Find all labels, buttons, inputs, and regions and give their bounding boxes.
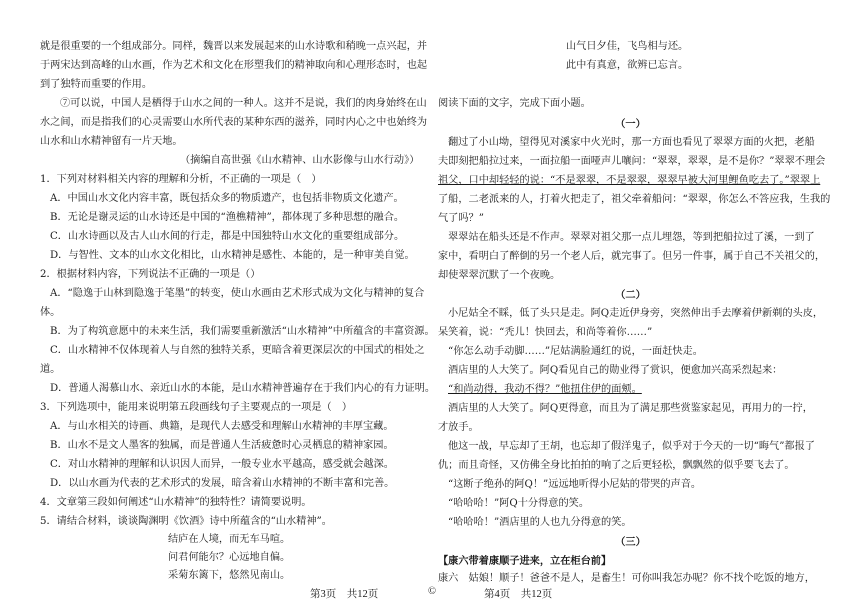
s1p1-line-5: 气了吗？” — [438, 213, 484, 224]
q4-stem: 4．文章第三段如何阐述“山水精神”的独特性？请简要说明。 — [40, 497, 312, 508]
s2-line-10: “这断子绝孙的阿Q！”远远地听得小尼姑的带哭的声音。 — [448, 479, 702, 490]
q1-option-b: B．无论是谢灵运的山水诗还是中国的“渔樵精神”，都体现了多种思想的融合。 — [50, 212, 405, 223]
q2-option-a-cont: 体。 — [40, 307, 61, 318]
intro-line-1: 就是很重要的一个组成部分。同样，魏晋以来发展起来的山水诗歌和稍晚一点兴起，并 — [40, 41, 428, 52]
s1p1-line-2: 夫即刻把船拉过来，一面拉船一面哑声儿嚷问：“翠翠，翠翠，是不是你？”翠翠不理会 — [438, 156, 826, 167]
section3-dialogue-line: 康六 姑娘！顺子！爸爸不是人，是畜生！可你叫我怎办呢？你不找个吃饭的地方， — [438, 573, 815, 584]
s1p2-line-2: 家中，看明白了醉倒的另一个老人后，就完事了。但另一件事，属于自己不关祖父的， — [438, 251, 826, 262]
q1-option-c: C．山水诗画以及古人山水间的行走，都是中国独特山水文化的重要组成部分。 — [50, 231, 405, 242]
s1p1-line-1: 翻过了小山坳，望得见对溪家中火光时，那一方面也看见了翠翠方面的火把，老船 — [448, 137, 815, 148]
intro-line-2: 于两宋达到高峰的山水画，作为艺术和文化在形塑我们的精神取向和心理形态时，也起 — [40, 60, 428, 71]
copyright-mark: © — [428, 586, 436, 597]
q2-option-a: A．“隐逸于山林到隐逸于笔墨”的转变，使山水画由艺术形式成为文化与精神的复合 — [50, 288, 425, 299]
s2-line-2: 呆笑着，说：“秃儿！快回去，和尚等着你……” — [438, 327, 653, 338]
page-number-left: 第3页 共12页 — [310, 589, 379, 600]
para7-line-2: 水之间，而是指我们的心灵需要山水所代表的某种东西的滋养，同时内心之中也始终为 — [40, 117, 428, 128]
s2-line-3: “你怎么动手动脚……”尼姑满脸通红的说，一面赶快走。 — [448, 346, 703, 357]
para7-line-3: 山水和山水精神留有一片天地。 — [40, 136, 183, 147]
reading-instruction: 阅读下面的文字，完成下面小题。 — [438, 98, 591, 109]
s2-line-7: 才放手。 — [438, 422, 479, 433]
poem-end-line-1: 山气日夕佳，飞鸟相与还。 — [566, 41, 689, 52]
para7-line-1: ⑦可以说，中国人是栖得于山水之间的一种人。这并不是说，我们的肉身始终在山 — [60, 98, 427, 109]
s2-line-4: 酒店里的人大笑了。阿Q看见自己的勋业得了赏识，便愈加兴高采烈起来： — [448, 365, 783, 376]
poem-end-line-2: 此中有真意，欲辨已忘言。 — [566, 60, 689, 71]
s1p2-line-3: 却使翠翠沉默了一个夜晚。 — [438, 270, 561, 281]
section-1-title: （一） — [615, 118, 646, 130]
section-3-title: （三） — [615, 536, 646, 548]
q5-stem: 5．请结合材料，谈谈陶渊明《饮酒》诗中所蕴含的“山水精神”。 — [40, 516, 332, 527]
s2-line-5: “和尚动得，我动不得？”他扭住伊的面颊。 — [448, 384, 642, 395]
poem-line-3: 采菊东篱下，悠然见南山。 — [168, 570, 291, 581]
q3-option-c: C．对山水精神的理解和认识因人而异，一般专业水平越高，感受就会越深。 — [50, 459, 394, 470]
q3-option-d: D．以山水画为代表的艺术形式的发展，暗含着山水精神的不断丰富和完善。 — [50, 478, 395, 489]
q2-option-c: C．山水精神不仅体现着人与自然的独特关系，更暗含着更深层次的中国式的相处之 — [50, 345, 425, 356]
section-2-title: （二） — [615, 289, 646, 301]
q1-stem: 1．下列对材料相关内容的理解和分析，不正确的一项是（ ） — [40, 174, 322, 185]
s2-line-11: “哈哈哈！”阿Q十分得意的笑。 — [448, 498, 590, 509]
page-number-right: 第4页 共12页 — [484, 589, 553, 600]
q1-option-a: A．中国山水文化内容丰富，既包括众多的物质遗产，也包括非物质文化遗产。 — [50, 193, 404, 204]
q3-option-b: B．山水不是文人墨客的独属，而是普通人生活疲惫时心灵栖息的精神家园。 — [50, 440, 394, 451]
s1p2-line-1: 翠翠站在船头还是不作声。翠翠对祖父那一点儿埋怨，等到把船拉过了溪，一到了 — [448, 232, 815, 243]
stage-direction: 【康六带着康顺子进来，立在柜台前】 — [438, 555, 612, 567]
section2-line-12: “哈哈哈！”酒店里的人也九分得意的笑。 — [448, 517, 632, 528]
intro-line-3: 到了独特而重要的作用。 — [40, 79, 153, 90]
s1p1-line-4: 了船，二老派来的人，打着火把走了，祖父牵着船问：“翠翠，你怎么不答应我，生我的 — [438, 194, 831, 205]
q3-option-a: A．与山水相关的诗画、典籍，是现代人去感受和理解山水精神的丰厚宝藏。 — [50, 421, 394, 432]
q2-option-b: B．为了构筑意愿中的未来生活，我们需要重新激活“山水精神”中所蕴含的丰富资源。 — [50, 326, 435, 337]
s2-line-6: 酒店里的人大笑了。阿Q更得意，而且为了满足那些赏鉴家起见，再用力的一拧， — [448, 403, 813, 414]
poem-line-1: 结庐在人境，而无车马喧。 — [168, 534, 291, 545]
s2-line-8: 他这一战，早忘却了王胡，也忘却了假洋鬼子，似乎对于今天的一切“晦气”都报了 — [448, 441, 815, 452]
s2-line-1: 小尼姑全不睬，低了头只是走。阿Q走近伊身旁，突然伸出手去摩着伊新剃的头皮， — [448, 308, 824, 319]
poem-line-2: 问君何能尔？心远地自偏。 — [168, 552, 291, 563]
q2-option-c-cont: 道。 — [40, 364, 61, 375]
s1p1-line-3: 祖父，口中却轻轻的说：“不是翠翠，不是翠翠，翠翠早被大河里鲤鱼吃去了。”翠翠上 — [438, 175, 821, 186]
q2-stem: 2．根据材料内容，下列说法不正确的一项是（） — [40, 269, 261, 280]
q3-stem: 3．下列选项中，能用来说明第五段画线句子主要观点的一项是（ ） — [40, 402, 353, 413]
s2-line-9: 仇；而且奇怪，又仿佛全身比拍拍的响了之后更轻松，飘飘然的似乎要飞去了。 — [438, 460, 795, 471]
q1-option-d: D．与智性、文本的山水文化相比，山水精神是感性、本能的，是一种审美自觉。 — [50, 250, 415, 261]
source-citation: （摘编自高世强《山水精神、山水影像与山水行动》） — [180, 155, 420, 166]
q2-option-d: D．普通人渴慕山水、亲近山水的本能，是山水精神普遍存在于我们内心的有力证明。 — [50, 383, 436, 394]
